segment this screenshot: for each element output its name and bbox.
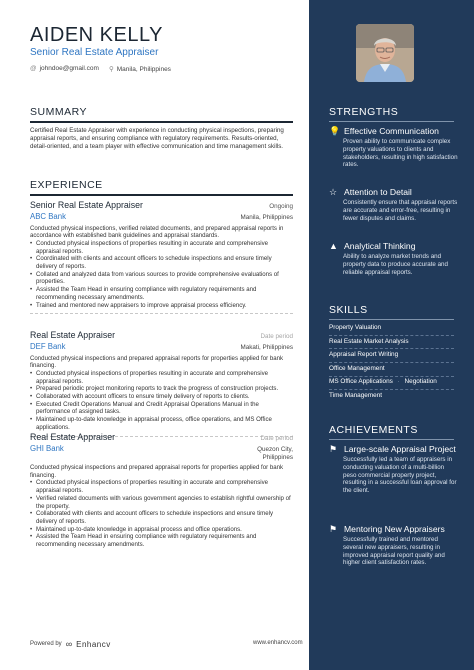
achievement-description: Successfully led a team of appraisers in conducting valuation of a multi-billion peso commercial property project, resulting in a successful loan approval for the client. [343, 456, 457, 495]
job-description: Conducted physical inspections and prepared appraisal reports for properties applied for bank financing. [30, 464, 284, 479]
skill-separator: · [397, 378, 400, 385]
list-item: • Assisted the Team Head in ensuring compliance with regulatory requirements and recommending necessary amendments. [30, 286, 293, 301]
email-contact[interactable] [30, 65, 99, 73]
job-bullets [30, 240, 293, 309]
list-item: • Assisted the Team Head in ensuring compliance with regulatory requirements and recommending necessary amendments. [30, 533, 293, 548]
achievement-description: Successfully trained and mentored several new appraisers, resulting in improved appraisal report quality and higher client satisfaction rates. [343, 536, 445, 567]
achievement-title: Large-scale Appraisal Project [344, 444, 456, 454]
location-text: Manila, Philippines [116, 66, 171, 73]
company-name: GHI Bank [30, 444, 64, 453]
job-title: Real Estate Appraiser [30, 432, 116, 442]
list-item: • Coordinated with clients and account officers to schedule inspections and ensure timely delivery of reports. [30, 255, 293, 270]
job-entry-3 [30, 432, 293, 549]
skills-divider [329, 319, 454, 320]
job-entry-1 [30, 200, 293, 314]
star-icon: ☆ [329, 187, 338, 197]
job-description: Conducted physical inspections, verified related documents, and prepared appraisal reports in accordance with established bank guidelines and appraisal standards. [30, 224, 284, 240]
skill-tag: Real Estate Market Analysis [329, 338, 409, 345]
strength-description: Ability to analyze market trends and property data to produce accurate and reliable appraisal reports. [343, 253, 448, 276]
job-date: Date period [260, 435, 293, 442]
achievements-divider [329, 439, 454, 440]
skill-divider [329, 389, 454, 390]
at-icon: @ [30, 65, 37, 72]
achievement-title: Mentoring New Appraisers [344, 524, 445, 534]
skill-row [329, 378, 437, 385]
footer-url[interactable]: www.enhancv.com [253, 640, 303, 646]
location-pin-icon: ⚲ [108, 66, 114, 73]
skills-heading: SKILLS [329, 304, 368, 316]
skill-divider [329, 376, 454, 377]
brand-name: Enhancv [76, 639, 111, 649]
skill-tag: MS Office Applications [329, 378, 393, 385]
list-item: • Conducted physical inspections of properties resulting in accurate and comprehensive appraisal reports. [30, 240, 293, 255]
strengths-heading: STRENGTHS [329, 106, 399, 118]
list-item: • Collaborated with account officers to ensure timely delivery of reports to clients. [30, 393, 293, 401]
company-name: DEF Bank [30, 342, 66, 351]
skill-tag: Negotiation [404, 378, 437, 385]
profile-photo [356, 24, 414, 82]
footer-branding [30, 639, 111, 649]
strength-item [329, 187, 459, 222]
job-date: Date period [260, 333, 293, 340]
list-item: • Collated and analyzed data from various sources to provide comprehensive evaluations of properties. [30, 271, 293, 286]
summary-divider [30, 121, 293, 123]
job-location: Quezon City, Philippines [257, 446, 293, 461]
bulb-icon: 💡 [329, 126, 341, 136]
strength-title: Effective Communication [344, 126, 439, 136]
summary-text: Certified Real Estate Appraiser with experience in conducting physical inspections, preparing appraisal reports, and ensuring compliance with regulatory requirements. Results-oriented, detail-oriented, and a team player with effective communication and time management skills. [30, 127, 284, 151]
skill-tag: Office Management [329, 365, 385, 372]
list-item: • Conducted physical inspections of properties resulting in accurate and comprehensive appraisal reports. [30, 370, 293, 385]
job-date: Ongoing [269, 203, 293, 210]
list-item: • Executed Credit Operations Manual and Credit Appraisal Operations Manual in the performance of assigned tasks. [30, 401, 293, 416]
achievement-item [329, 524, 459, 567]
skill-divider [329, 362, 454, 363]
job-location: Manila, Philippines [240, 214, 293, 221]
job-location: Makati, Philippines [240, 344, 293, 351]
job-description: Conducted physical inspections and prepared appraisal reports for properties applied for bank financing. [30, 354, 284, 370]
list-item: • Conducted physical inspections of properties resulting in accurate and comprehensive appraisal reports. [30, 479, 293, 494]
strength-description: Consistently ensure that appraisal reports are accurate and error-free, resulting in fewer disputes and claims. [343, 199, 458, 222]
summary-heading: SUMMARY [30, 106, 87, 118]
achievement-item [329, 444, 459, 495]
skill-tag: Time Management [329, 392, 383, 399]
list-item: • Prepared periodic project monitoring reports to track the progress of construction projects. [30, 385, 293, 393]
skill-tag: Appraisal Report Writing [329, 351, 399, 358]
enhancv-logo-icon: ∞ [65, 639, 73, 649]
job-title: Real Estate Appraiser [30, 330, 116, 340]
strengths-divider [329, 121, 454, 122]
list-item: • Trained and mentored new appraisers to improve appraisal process efficiency. [30, 302, 293, 310]
strength-item [329, 241, 459, 276]
list-item: • Maintained up-to-date knowledge in appraisal process and office operations. [30, 526, 293, 534]
email-text: johndoe@gmail.com [39, 65, 99, 72]
experience-heading: EXPERIENCE [30, 179, 103, 191]
list-item: • Maintained up-to-date knowledge in appraisal process, office operations, and MS Office applications. [30, 416, 293, 431]
skill-divider [329, 348, 454, 349]
job-bullets [30, 370, 293, 432]
strength-title: Attention to Detail [344, 187, 412, 197]
flag-icon: ⚑ [329, 524, 338, 534]
strength-title: Analytical Thinking [344, 241, 416, 251]
flag-icon: ⚑ [329, 444, 338, 454]
achievements-heading: ACHIEVEMENTS [329, 424, 418, 436]
strength-item [329, 126, 459, 169]
list-item: • Verified related documents with various government agencies to establish rightful ownership of the property. [30, 495, 293, 510]
job-divider [30, 313, 293, 314]
experience-divider [30, 194, 293, 196]
powered-by-text: Powered by [30, 641, 62, 647]
strength-description: Proven ability to communicate complex property valuations to clients and stakeholders, resulting in high satisfaction rates. [343, 138, 458, 169]
job-bullets [30, 479, 293, 548]
job-title: Senior Real Estate Appraiser [30, 200, 143, 210]
skill-tag: Property Valuation [329, 324, 382, 331]
company-name: ABC Bank [30, 212, 66, 221]
candidate-title: Senior Real Estate Appraiser [30, 47, 159, 58]
chart-icon: ▲ [329, 241, 338, 251]
location-contact [109, 65, 171, 73]
skill-divider [329, 335, 454, 336]
job-entry-2 [30, 330, 293, 437]
contact-info [30, 65, 171, 73]
candidate-name: AIDEN KELLY [30, 24, 163, 46]
list-item: • Collaborated with clients and account officers to schedule inspections and ensure timely delivery of reports. [30, 510, 293, 525]
